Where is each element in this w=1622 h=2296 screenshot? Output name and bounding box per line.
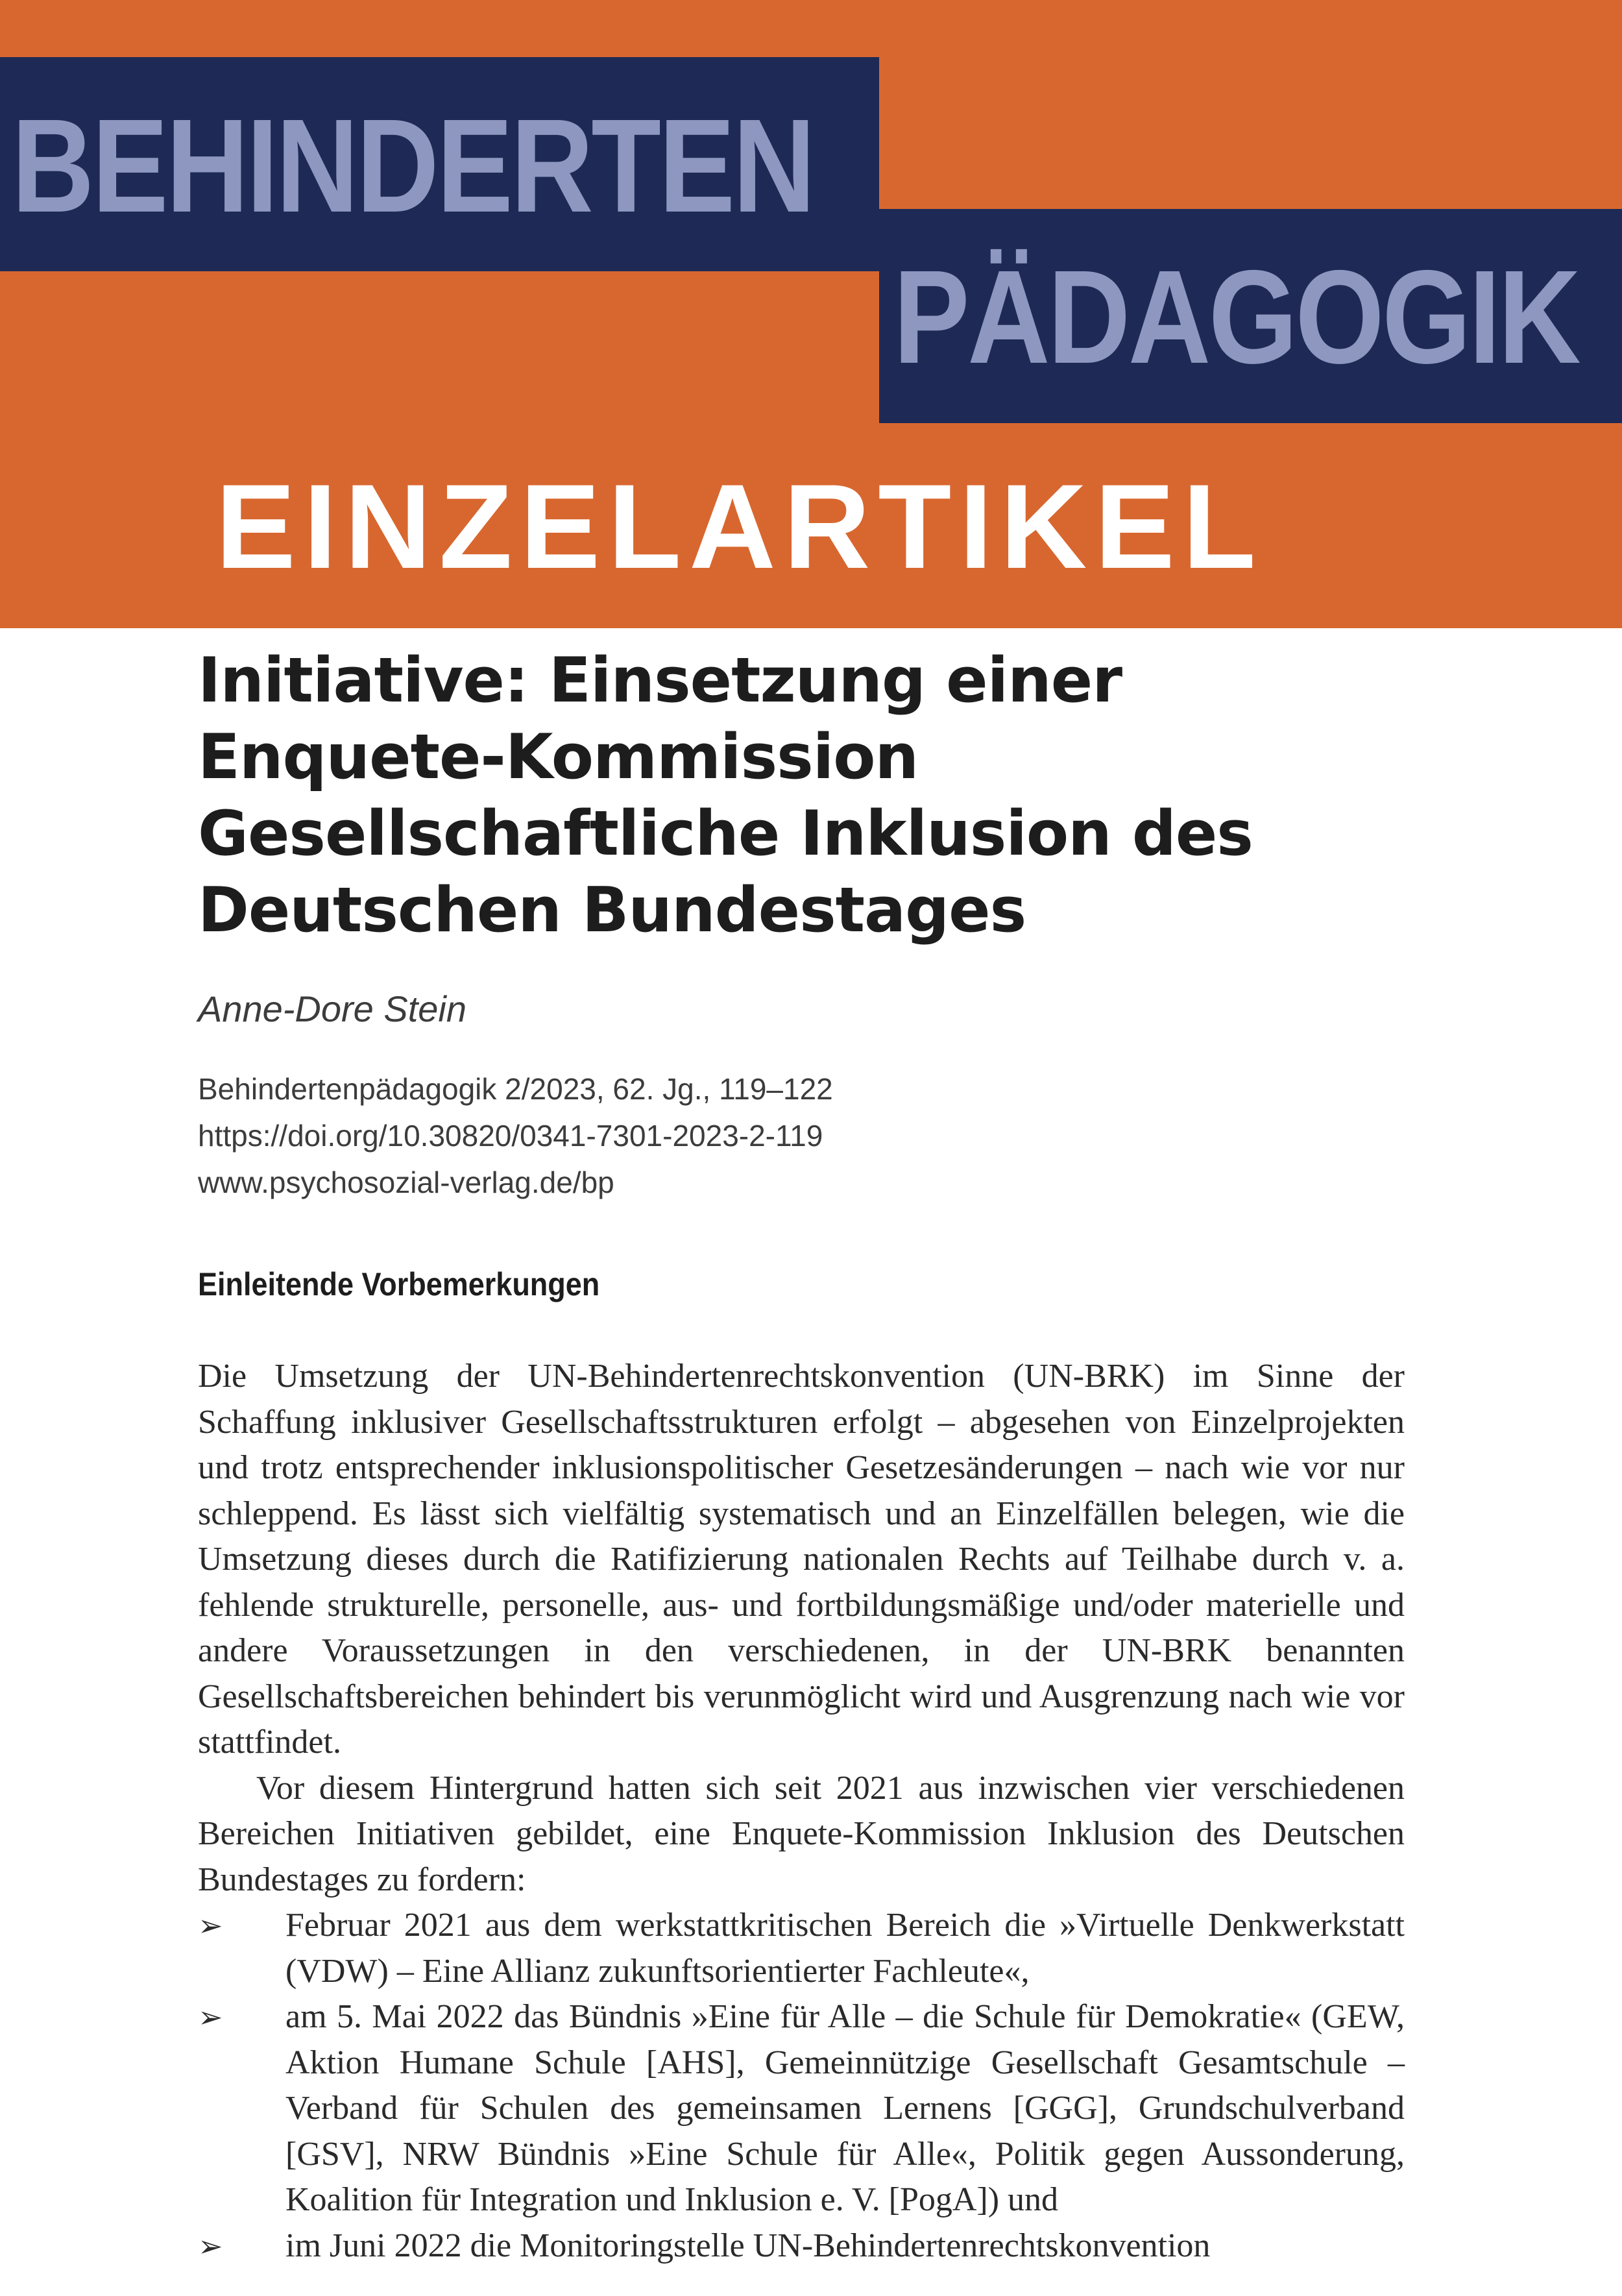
list-item-text: am 5. Mai 2022 das Bündnis »Eine für Alle – die Schule für Demokratie« (GEW, Aktion Humane Schule [AHS], Gemeinnützige Gesellschaft Gesamtschule – Verband für Schulen des gemeinsamen Lernens [GGG], Grundschulverband [GSV], NRW Bündnis »Eine Schule für Alle«, Politik gegen Aussonderung, Koalition für Integration und Inklusion e. V. [PogA]) und (285, 1998, 1405, 2218)
arrow-bullet-icon: ➢ (198, 1908, 223, 1943)
citation-block (198, 1066, 1405, 1206)
masthead-bar-bottom (879, 209, 1622, 423)
arrow-bullet-icon: ➢ (198, 2228, 223, 2264)
arrow-bullet-icon: ➢ (198, 1999, 223, 2034)
masthead-line-2: PÄDAGOGIK (893, 243, 1579, 391)
article-title: Initiative: Einsetzung einer Enquete-Kommission Gesellschaftliche Inklusion des Deutschen Bundestages (198, 645, 1253, 946)
section-heading: Einleitende Vorbemerkungen (198, 1266, 600, 1302)
list-item (198, 1903, 1405, 1994)
citation-line: Behindertenpädagogik 2/2023, 62. Jg., 119–122 (198, 1072, 833, 1106)
article-body (198, 1354, 1405, 2269)
paragraph: Die Umsetzung der UN-Behindertenrechtskonvention (UN-BRK) im Sinne der Schaffung inklusiver Gesellschaftsstrukturen erfolgt – abgesehen von Einzelprojekten und trotz entsprechender inklusionspolitischer Gesetzesänderungen – nach wie vor nur schleppend. Es lässt sich vielfältig systematisch und an Einzelfällen belegen, wie die Umsetzung dieses durch die Ratifizierung nationalen Rechts auf Teilhabe durch v. a. fehlende strukturelle, personelle, aus- und fortbildungsmäßige und/oder materielle und andere Voraussetzungen in den verschiedenen, in der UN-BRK benannten Gesellschaftsbereichen behindert bis verunmöglicht wird und Ausgrenzung nach wie vor stattfindet. (198, 1358, 1405, 1761)
initiative-list (198, 1903, 1405, 2269)
list-item (198, 2223, 1405, 2269)
einzelartikel-badge: EINZELARTIKEL (215, 460, 1264, 594)
masthead-bar-top (0, 57, 879, 271)
list-item-text: Februar 2021 aus dem werkstattkritischen Bereich die »Virtuelle Denkwerkstatt (VDW) – Eine Allianz zukunftsorientierter Fachleute«, (285, 1907, 1405, 1990)
list-item-text: im Juni 2022 die Monitoringstelle UN-Behindertenrechtskonvention (285, 2227, 1211, 2264)
list-item (198, 1994, 1405, 2223)
masthead-line-1: BEHINDERTEN (12, 92, 814, 240)
journal-banner (0, 0, 1622, 628)
publisher-url[interactable]: www.psychosozial-verlag.de/bp (198, 1166, 614, 1199)
doi-link[interactable]: https://doi.org/10.30820/0341-7301-2023-2-119 (198, 1119, 823, 1153)
article-author: Anne-Dore Stein (198, 988, 467, 1029)
article-content (198, 642, 1405, 2269)
paragraph: Vor diesem Hintergrund hatten sich seit 2021 aus inzwischen vier verschiedenen Bereichen Initiativen gebildet, eine Enquete-Kommission Inklusion des Deutschen Bundestages zu fordern: (198, 1769, 1405, 1898)
